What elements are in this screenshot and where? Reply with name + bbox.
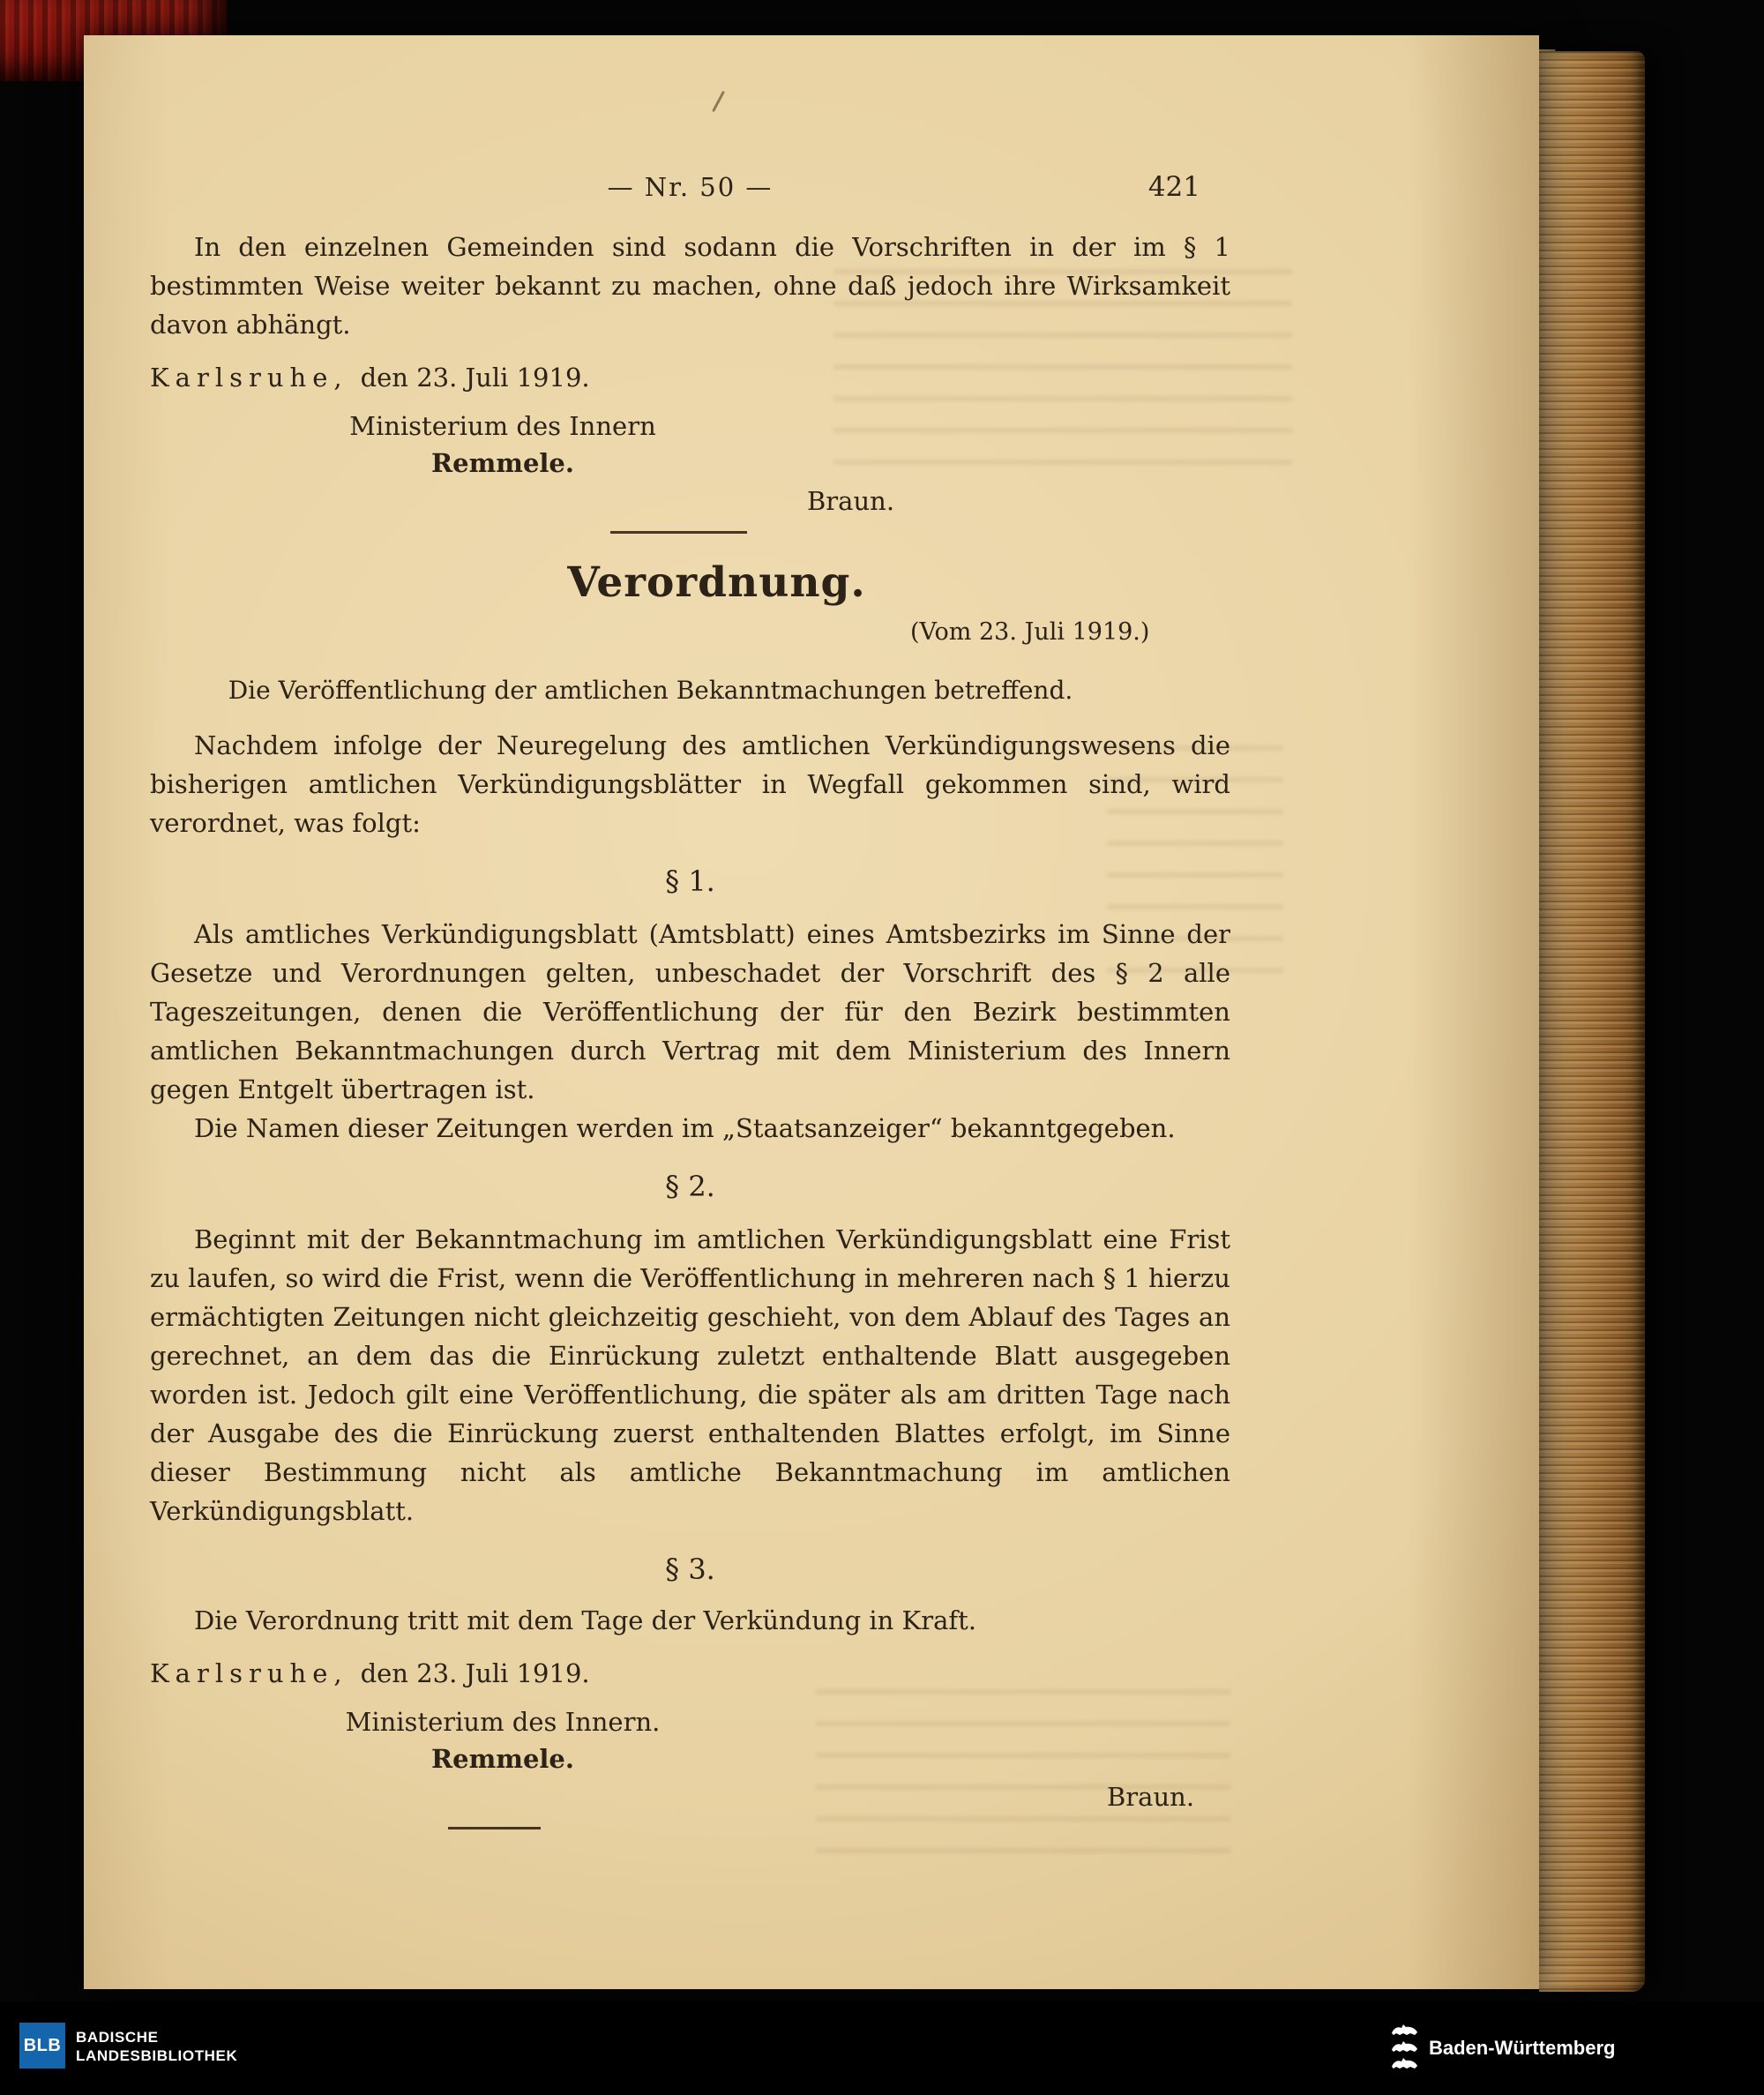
signature-braun-bottom: Braun.: [1107, 1782, 1195, 1812]
signature-remmele-top: Remmele.: [431, 448, 574, 478]
section-1-heading: § 1.: [665, 864, 715, 898]
ministry-name-top: Ministerium des Innern: [349, 411, 656, 441]
section-1-paragraph-1: Als amtliches Verkündigungsblatt (Amtsblatt) eines Amtsbezirks im Sinne der Gesetze und Verordnungen gelten, unbeschadet der Vorschrift des § 2 alle Tageszeitungen, denen die Veröffentlichung der für den Bezirk bestimmten amtlichen Bekanntmachungen durch Vertrag mit dem Ministerium des Innern gegen Entgelt übertragen ist.: [150, 919, 1230, 1104]
dateline-bottom-date: den 23. Juli 1919.: [360, 1658, 590, 1688]
page-content: [150, 35, 1230, 1829]
section-3-paragraph-1: Die Verordnung tritt mit dem Tage der Verkündung in Kraft.: [194, 1605, 976, 1635]
section-2-paragraph-1: Beginnt mit der Bekanntmachung im amtlichen Verkündigungsblatt eine Frist zu laufen, so wird die Frist, wenn die Veröffentlichung in mehreren nach § 1 hierzu ermächtigten Zeitungen nicht gleichzeitig geschieht, von dem Ablauf des Tages an gerechnet, an dem das die Einrückung zuletzt enthaltende Blatt ausgegeben worden ist. Jedoch gilt eine Veröffentlichung, die später als am dritten Tage nach der Ausgabe des die Einrückung zuerst enthaltenden Blattes erfolgt, im Sinne dieser Bestimmung nicht als amtliche Bekanntmachung im amtlichen Verkündigungsblatt.: [150, 1224, 1230, 1526]
section-divider-bottom: [448, 1827, 541, 1829]
dateline-bottom-place: Karlsruhe,: [150, 1658, 348, 1688]
decree-preamble: Nachdem infolge der Neuregelung des amtlichen Verkündigungswesens die bisherigen amtlichen Verkündigungsblätter in Wegfall gekommen sind, wird verordnet, was folgt:: [150, 730, 1230, 838]
section-divider-top: [610, 531, 747, 534]
footer-bar: [0, 2001, 1764, 2095]
region-label: Baden-Württemberg: [1429, 2037, 1616, 2059]
decree-subject: Die Veröffentlichung der amtlichen Bekanntmachungen betreffend.: [228, 676, 1073, 705]
intro-paragraph: In den einzelnen Gemeinden sind sodann die Vorschriften in der im § 1 bestimmten Weise weiter bekannt zu machen, ohne daß jedoch ihre Wirksamkeit davon abhängt.: [150, 232, 1230, 340]
signature-braun-top: Braun.: [807, 486, 895, 516]
signature-block-top: [150, 408, 895, 516]
signature-block-bottom: [150, 1703, 1195, 1812]
dateline-top: [150, 358, 1230, 397]
dateline-top-date: den 23. Juli 1919.: [360, 363, 590, 393]
ministry-name-bottom: Ministerium des Innern.: [345, 1707, 661, 1737]
blb-logo: [19, 2023, 65, 2069]
dateline-top-place: Karlsruhe,: [150, 363, 348, 393]
section-3-heading: § 3.: [665, 1553, 715, 1586]
page-header: [150, 168, 1230, 205]
page-number: 421: [1147, 171, 1200, 203]
document-page: [84, 35, 1539, 1989]
issue-number: — Nr. 50 —: [607, 172, 774, 202]
dateline-bottom: [150, 1654, 1230, 1693]
section-2-heading: § 2.: [665, 1170, 715, 1203]
baden-wuerttemberg-lions-icon: [1390, 2023, 1420, 2074]
library-name: [76, 2028, 237, 2065]
section-1-paragraph-2: Die Namen dieser Zeitungen werden im „Staatsanzeiger“ bekanntgegeben.: [194, 1113, 1176, 1143]
library-name-line2: LANDESBIBLIOTHEK: [76, 2047, 238, 2064]
region-logo-group: [1390, 2021, 1615, 2076]
blb-logo-text: BLB: [23, 2035, 62, 2055]
library-name-line1: BADISCHE: [76, 2029, 159, 2046]
decree-title: Verordnung.: [567, 558, 866, 607]
decree-date-note: (Vom 23. Juli 1919.): [910, 618, 1150, 646]
signature-remmele-bottom: Remmele.: [431, 1744, 574, 1774]
book-page-edges: [1539, 51, 1645, 1992]
